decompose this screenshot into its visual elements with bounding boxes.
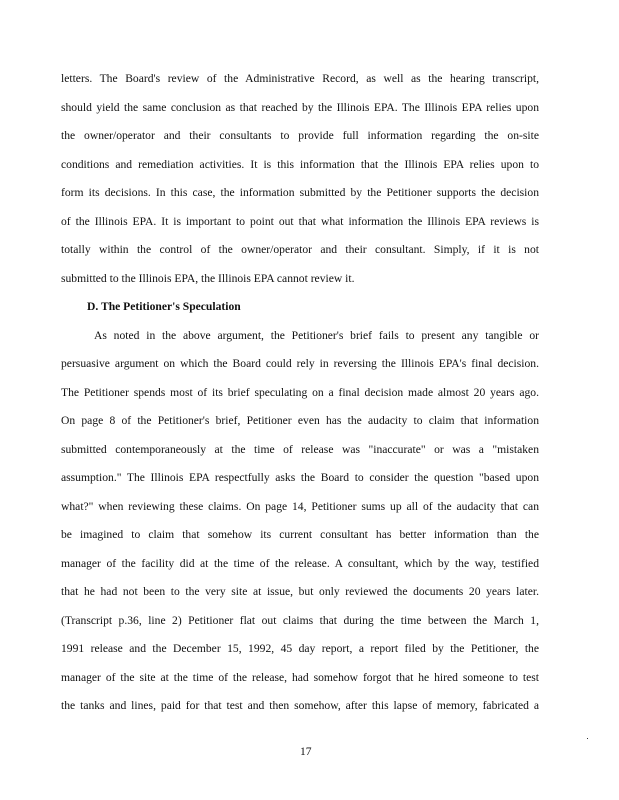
paragraph-line: persuasive argument on which the Board could rely in reversing the Illinois EPA's final decision.: [61, 357, 539, 370]
paragraph-line: of the Illinois EPA. It is important to point out that what information the Illinois EPA reviews is: [61, 214, 539, 228]
paragraph-line: (Transcript p.36, line 2) Petitioner flat out claims that during the time between the March 1,: [61, 613, 539, 627]
paragraph-line: submitted contemporaneously at the time of release was "inaccurate" or was a "mistaken: [61, 442, 539, 456]
paragraph-line: the tanks and lines, paid for that test and then somehow, after this lapse of memory, fabricated a: [61, 699, 539, 712]
paragraph-line: the owner/operator and their consultants to provide full information regarding the on-site: [61, 129, 539, 142]
paragraph-line: assumption." The Illinois EPA respectfully asks the Board to consider the question "based upon: [61, 471, 539, 484]
paragraph-line: conditions and remediation activities. It is this information that the Illinois EPA relies upon to: [61, 157, 539, 171]
paragraph-line: The Petitioner spends most of its brief speculating on a final decision made almost 20 years ago.: [61, 385, 539, 399]
paragraph-line: totally within the control of the owner/operator and their consultant. Simply, if it is not: [61, 243, 539, 256]
paragraph-line: what?" when reviewing these claims. On page 14, Petitioner sums up all of the audacity that can: [61, 499, 539, 513]
paragraph-line: submitted to the Illinois EPA, the Illinois EPA cannot review it.: [61, 271, 355, 285]
page-number: 17: [300, 745, 312, 758]
paragraph-line: that he had not been to the very site at issue, but only reviewed the documents 20 years later.: [61, 585, 539, 598]
paragraph-line: should yield the same conclusion as that reached by the Illinois EPA. The Illinois EPA relies upon: [61, 100, 539, 114]
paragraph-line: letters. The Board's review of the Administrative Record, as well as the hearing transcript,: [61, 72, 539, 85]
paragraph-line: be imagined to claim that somehow its current consultant has better information than the: [61, 528, 539, 541]
section-heading: D. The Petitioner's Speculation: [87, 300, 241, 313]
document-body: [61, 65, 539, 721]
paragraph-line: 1991 release and the December 15, 1992, 45 day report, a report filed by the Petitioner, the: [61, 642, 539, 655]
paragraph-line: manager of the site at the time of the release, had somehow forgot that he hired someone to test: [61, 670, 539, 684]
scan-speck: [587, 738, 588, 739]
paragraph-line: As noted in the above argument, the Petitioner's brief fails to present any tangible or: [94, 328, 539, 342]
paragraph-line: form its decisions. In this case, the information submitted by the Petitioner supports the decision: [61, 186, 539, 199]
paragraph-line: On page 8 of the Petitioner's brief, Petitioner even has the audacity to claim that information: [61, 414, 539, 427]
paragraph-line: manager of the facility did at the time of the release. A consultant, which by the way, testified: [61, 556, 539, 570]
